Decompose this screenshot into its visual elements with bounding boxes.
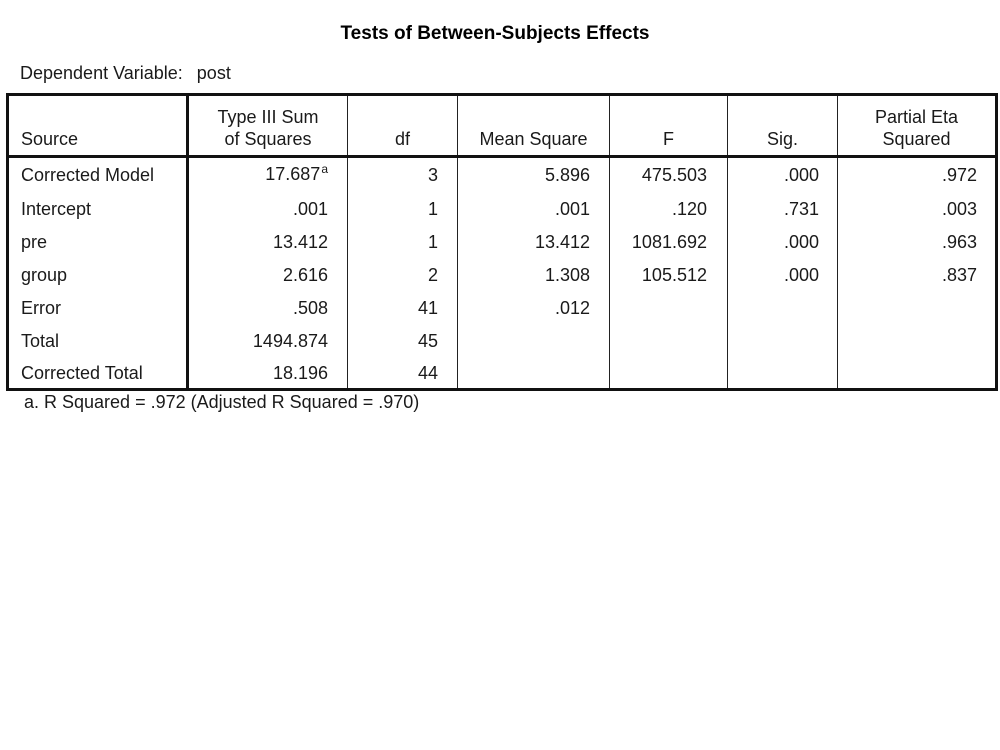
header-sum-of-squares: Type III Sum of Squares [188,95,348,157]
cell-sig: .000 [728,226,838,259]
cell-f: 475.503 [610,157,728,194]
anova-table [6,93,998,391]
table-footnote: a. R Squared = .972 (Adjusted R Squared = .970) [24,392,420,412]
cell-mean-square: .012 [458,292,610,325]
table-row [8,193,997,226]
header-f: F [610,95,728,157]
cell-f: .120 [610,193,728,226]
cell-f [610,325,728,358]
table-row [8,226,997,259]
cell-source: Corrected Total [8,358,188,390]
cell-f [610,292,728,325]
cell-mean-square: 13.412 [458,226,610,259]
cell-f [610,358,728,390]
cell-sum-of-squares: .001 [188,193,348,226]
cell-source: Error [8,292,188,325]
cell-df: 1 [348,193,458,226]
cell-partial-eta-squared: .003 [838,193,997,226]
cell-sum-of-squares: 13.412 [188,226,348,259]
cell-source: group [8,259,188,292]
table-title: Tests of Between-Subjects Effects [340,23,650,44]
header-sig: Sig. [728,95,838,157]
cell-sig: .000 [728,259,838,292]
cell-mean-square: .001 [458,193,610,226]
cell-source: Intercept [8,193,188,226]
cell-sum-of-squares: 2.616 [188,259,348,292]
cell-mean-square [458,325,610,358]
dependent-variable-value: post [196,63,231,83]
cell-sig [728,325,838,358]
cell-df: 44 [348,358,458,390]
table-row [8,157,997,194]
cell-f: 105.512 [610,259,728,292]
table-row [8,292,997,325]
cell-sig: .731 [728,193,838,226]
cell-sum-of-squares: 1494.874 [188,325,348,358]
header-source: Source [8,95,188,157]
table-row [8,358,997,390]
header-row [8,95,997,157]
cell-sum-of-squares: 17.687$^a$ [188,157,348,194]
cell-mean-square: 5.896 [458,157,610,194]
cell-df: 2 [348,259,458,292]
cell-mean-square: 1.308 [458,259,610,292]
cell-partial-eta-squared: .837 [838,259,997,292]
dependent-variable [20,63,231,84]
cell-f: 1081.692 [610,226,728,259]
cell-source: Total [8,325,188,358]
cell-df: 3 [348,157,458,194]
cell-partial-eta-squared [838,292,997,325]
cell-sig [728,292,838,325]
cell-partial-eta-squared [838,358,997,390]
footnote-marker: a [321,162,328,176]
table-row [8,259,997,292]
cell-source: pre [8,226,188,259]
cell-sig [728,358,838,390]
cell-df: 45 [348,325,458,358]
dependent-variable-label: Dependent Variable: [20,63,183,83]
cell-mean-square [458,358,610,390]
cell-sum-of-squares: .508 [188,292,348,325]
cell-sig: .000 [728,157,838,194]
cell-partial-eta-squared [838,325,997,358]
cell-df: 41 [348,292,458,325]
header-partial-eta-squared: Partial Eta Squared [838,95,997,157]
header-df: df [348,95,458,157]
header-mean-square: Mean Square [458,95,610,157]
cell-partial-eta-squared: .963 [838,226,997,259]
cell-df: 1 [348,226,458,259]
table-row [8,325,997,358]
cell-partial-eta-squared: .972 [838,157,997,194]
cell-source: Corrected Model [8,157,188,194]
cell-sum-of-squares: 18.196 [188,358,348,390]
